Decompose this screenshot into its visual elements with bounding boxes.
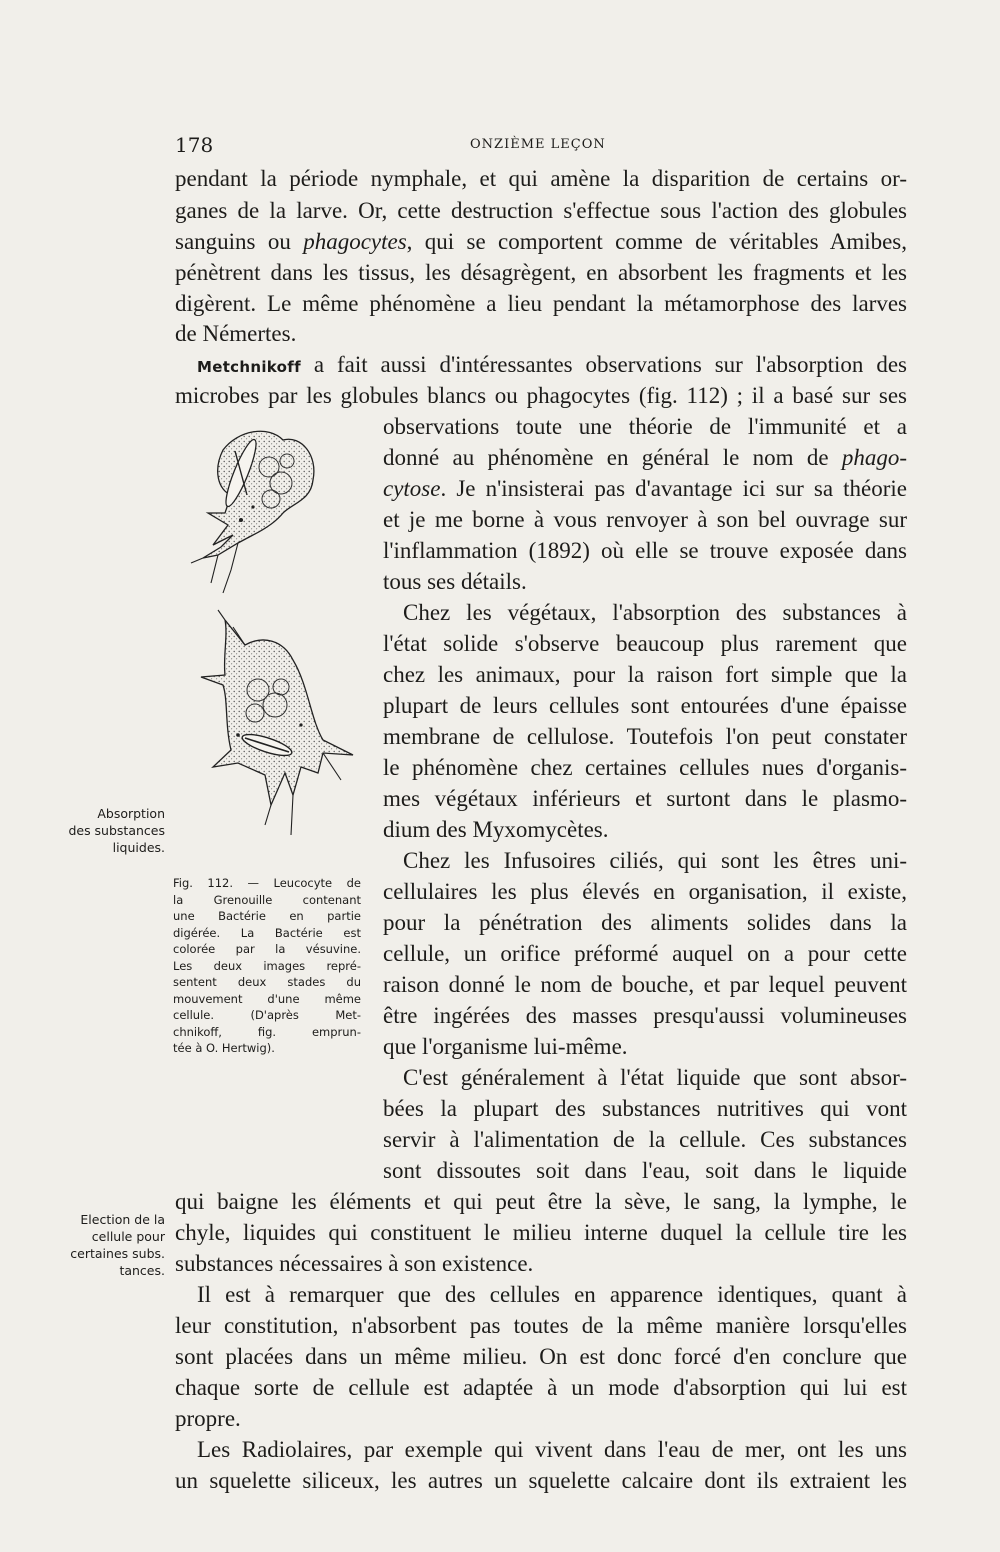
text-line: leur constitution, n'absorbent pas toutes de la même manière lorsqu'elles [175, 1313, 907, 1338]
text-line: Les Radiolaires, par exemple qui vivent dans l'eau de mer, ont les uns [197, 1437, 907, 1462]
running-head: ONZIÈME LEÇON [470, 137, 606, 152]
leucocyte-lower [201, 610, 353, 835]
text-line: membrane de cellulose. Toutefois l'on peut constater [383, 724, 907, 749]
text-line: pénètrent dans les tissus, les désagrègent, en absorbent les fragments et les [175, 260, 907, 285]
text-line: bées la plupart des substances nutritives qui vont [383, 1096, 907, 1121]
caption-line: sentent deux stades du [173, 975, 361, 989]
italic-term: phagocytes [303, 229, 407, 254]
text-line: dium des Myxomycètes. [383, 817, 609, 842]
leucocyte-upper [191, 431, 314, 593]
caption-line: colorée par la vésuvine. [173, 942, 361, 956]
text-line: chez les animaux, pour la raison fort simple que la [383, 662, 907, 687]
text-line: l'état solide s'observe beaucoup plus rarement que [383, 631, 907, 656]
author-name: Metchnikoff [197, 358, 301, 376]
caption-line: cellule. (D'après Met- [173, 1008, 361, 1022]
text-line: ganes de la larve. Or, cette destruction s'effectue sous l'action des globules [175, 198, 907, 223]
caption-line: Les deux images repré- [173, 958, 361, 973]
text-line: substances nécessaires à son existence. [175, 1251, 534, 1276]
margin-note-election: Election de la cellule pour certaines subs. tances. [70, 1212, 165, 1278]
text-line: être ingérées des masses presqu'aussi volumineuses [383, 1003, 907, 1028]
page-number: 178 [175, 133, 214, 157]
text-line: tous ses détails. [383, 569, 527, 594]
caption-line: Fig. 112. — Leucocyte de [173, 876, 361, 890]
leucocyte-illustration [183, 395, 368, 875]
text-line: raison donné le nom de bouche, et par lequel peuvent [383, 972, 907, 997]
text-line: sanguins ou phagocytes, qui se comportent comme de véritables Amibes, [175, 229, 908, 254]
caption-line: une Bactérie en partie [173, 909, 361, 923]
text-line: Il est à remarquer que des cellules en apparence identiques, quant à [197, 1282, 907, 1307]
caption-line: mouvement d'une même [173, 991, 361, 1006]
text-line: de Némertes. [175, 321, 297, 346]
text-line: cellule, un orifice préformé auquel on a pour cette [383, 941, 907, 966]
text-line: pendant la période nymphale, et qui amène la disparition de certains or- [175, 166, 907, 191]
text-line: observations toute une théorie de l'immunité et a [383, 414, 907, 439]
text-line: chaque sorte de cellule est adaptée à un mode d'absorption qui lui est [175, 1375, 907, 1400]
text-line: sont placées dans un même milieu. On est donc forcé d'en conclure que [175, 1344, 907, 1369]
text-line: le phénomène chez certaines cellules nues d'organis- [383, 755, 907, 780]
text-line: et je me borne à vous renvoyer à son bel ouvrage sur [383, 507, 907, 532]
text-line: plupart de leurs cellules sont entourées d'une épaisse [383, 693, 907, 718]
text-line: pour la pénétration des aliments solides dans la [383, 910, 907, 935]
text-line: qui baigne les éléments et qui peut être la sève, le sang, la lymphe, le [175, 1189, 907, 1214]
text-line: chyle, liquides qui constituent le milieu interne duquel la cellule tire les [175, 1220, 907, 1245]
text-line: propre. [175, 1406, 241, 1431]
text-line: C'est généralement à l'état liquide que sont absor- [403, 1065, 907, 1090]
caption-line: chnikoff, fig. emprun- [173, 1024, 361, 1039]
text-line: digèrent. Le même phénomène a lieu pendant la métamorphose des larves [175, 291, 907, 316]
caption-line: la Grenouille contenant [173, 892, 361, 907]
text-line: mes végétaux inférieurs et surtont dans le plasmo- [383, 786, 907, 811]
text-line: sont dissoutes soit dans l'eau, soit dans le liquide [383, 1158, 907, 1183]
text-line: cytose. Je n'insisterai pas d'avantage ici sur sa théorie [383, 476, 907, 501]
page-header [175, 133, 908, 157]
text-line: Metchnikoff a fait aussi d'intéressantes observations sur l'absorption des [197, 352, 907, 377]
text-line: Chez les Infusoires ciliés, qui sont les êtres uni- [403, 848, 907, 873]
text-line: l'inflammation (1892) où elle se trouve exposée dans [383, 538, 907, 563]
text-line: microbes par les globules blancs ou phagocytes (fig. 112) ; il a basé sur ses [175, 383, 907, 408]
caption-line: tée à O. Hertwig). [173, 1041, 275, 1055]
margin-note-absorption: Absorption des substances liquides. [68, 806, 165, 855]
text-line: donné au phénomène en général le nom de phago- [383, 445, 907, 470]
italic-term: phago- [841, 445, 907, 470]
text-line: que l'organisme lui-même. [383, 1034, 628, 1059]
figure-caption [173, 875, 361, 1057]
text-line: Chez les végétaux, l'absorption des substances à [403, 600, 907, 625]
text-line: un squelette siliceux, les autres un squelette calcaire dont ils extraient les [175, 1468, 907, 1493]
caption-line: digérée. La Bactérie est [173, 925, 361, 940]
text-line: cellulaires les plus élevés en organisation, il existe, [383, 879, 907, 904]
italic-term: cytose [383, 476, 441, 501]
text-line: servir à l'alimentation de la cellule. Ces substances [383, 1127, 907, 1152]
